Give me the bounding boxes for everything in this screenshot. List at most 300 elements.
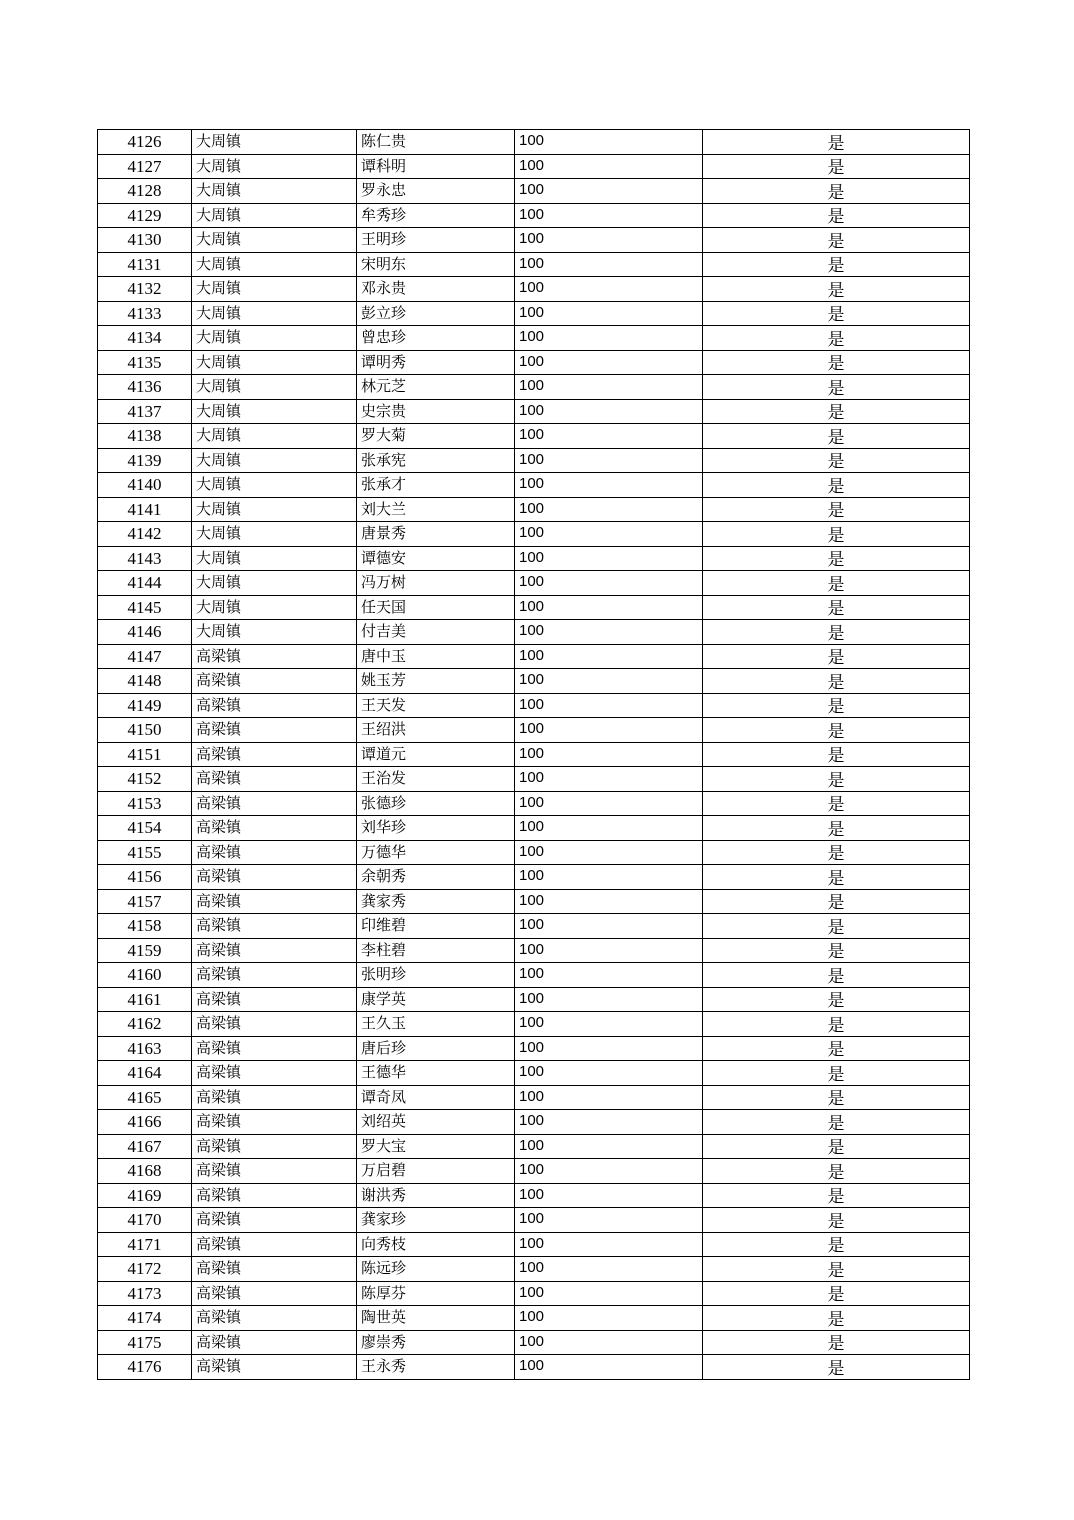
table-row	[98, 1134, 970, 1159]
cell-amount: 100	[515, 1330, 703, 1355]
cell-person-name: 刘大兰	[357, 497, 515, 522]
cell-amount: 100	[515, 963, 703, 988]
cell-serial-number: 4165	[98, 1085, 192, 1110]
cell-town: 大周镇	[192, 277, 357, 302]
cell-serial-number: 4145	[98, 595, 192, 620]
table-row	[98, 154, 970, 179]
cell-flag: 是	[703, 865, 970, 890]
cell-town: 高梁镇	[192, 1110, 357, 1135]
cell-amount: 100	[515, 669, 703, 694]
cell-serial-number: 4158	[98, 914, 192, 939]
cell-town: 大周镇	[192, 546, 357, 571]
cell-flag: 是	[703, 301, 970, 326]
cell-serial-number: 4126	[98, 130, 192, 155]
cell-serial-number: 4128	[98, 179, 192, 204]
cell-flag: 是	[703, 1110, 970, 1135]
cell-serial-number: 4154	[98, 816, 192, 841]
table-row	[98, 1330, 970, 1355]
cell-amount: 100	[515, 791, 703, 816]
cell-town: 高梁镇	[192, 1085, 357, 1110]
cell-town: 大周镇	[192, 179, 357, 204]
cell-person-name: 廖崇秀	[357, 1330, 515, 1355]
cell-serial-number: 4131	[98, 252, 192, 277]
cell-person-name: 王明珍	[357, 228, 515, 253]
cell-serial-number: 4137	[98, 399, 192, 424]
table-row	[98, 130, 970, 155]
cell-town: 高梁镇	[192, 1355, 357, 1380]
cell-flag: 是	[703, 277, 970, 302]
cell-serial-number: 4132	[98, 277, 192, 302]
cell-amount: 100	[515, 1110, 703, 1135]
cell-serial-number: 4134	[98, 326, 192, 351]
cell-person-name: 曾忠珍	[357, 326, 515, 351]
table-row	[98, 424, 970, 449]
table-row	[98, 1085, 970, 1110]
table-row	[98, 1036, 970, 1061]
cell-amount: 100	[515, 1257, 703, 1282]
table-row	[98, 448, 970, 473]
cell-serial-number: 4136	[98, 375, 192, 400]
cell-amount: 100	[515, 130, 703, 155]
cell-amount: 100	[515, 1134, 703, 1159]
cell-flag: 是	[703, 1257, 970, 1282]
table-row	[98, 252, 970, 277]
table-row	[98, 571, 970, 596]
cell-flag: 是	[703, 914, 970, 939]
cell-serial-number: 4143	[98, 546, 192, 571]
cell-flag: 是	[703, 375, 970, 400]
table-row	[98, 228, 970, 253]
cell-flag: 是	[703, 718, 970, 743]
cell-town: 大周镇	[192, 130, 357, 155]
cell-amount: 100	[515, 448, 703, 473]
cell-town: 高梁镇	[192, 963, 357, 988]
cell-person-name: 陈厚芬	[357, 1281, 515, 1306]
cell-serial-number: 4127	[98, 154, 192, 179]
cell-person-name: 任天国	[357, 595, 515, 620]
cell-flag: 是	[703, 669, 970, 694]
cell-flag: 是	[703, 816, 970, 841]
cell-serial-number: 4163	[98, 1036, 192, 1061]
cell-town: 大周镇	[192, 252, 357, 277]
cell-town: 高梁镇	[192, 1306, 357, 1331]
cell-serial-number: 4164	[98, 1061, 192, 1086]
cell-flag: 是	[703, 1281, 970, 1306]
table-body	[98, 130, 970, 1380]
cell-amount: 100	[515, 154, 703, 179]
cell-person-name: 谭道元	[357, 742, 515, 767]
cell-amount: 100	[515, 742, 703, 767]
cell-amount: 100	[515, 620, 703, 645]
cell-flag: 是	[703, 791, 970, 816]
cell-serial-number: 4155	[98, 840, 192, 865]
cell-amount: 100	[515, 693, 703, 718]
cell-serial-number: 4176	[98, 1355, 192, 1380]
cell-serial-number: 4161	[98, 987, 192, 1012]
table-row	[98, 816, 970, 841]
cell-amount: 100	[515, 1085, 703, 1110]
cell-person-name: 谭德安	[357, 546, 515, 571]
cell-town: 高梁镇	[192, 644, 357, 669]
cell-flag: 是	[703, 473, 970, 498]
cell-person-name: 谢洪秀	[357, 1183, 515, 1208]
cell-person-name: 万德华	[357, 840, 515, 865]
cell-person-name: 谭奇凤	[357, 1085, 515, 1110]
cell-flag: 是	[703, 448, 970, 473]
cell-amount: 100	[515, 1012, 703, 1037]
cell-amount: 100	[515, 277, 703, 302]
cell-person-name: 林元芝	[357, 375, 515, 400]
table-row	[98, 522, 970, 547]
table-row	[98, 767, 970, 792]
cell-person-name: 康学英	[357, 987, 515, 1012]
cell-town: 大周镇	[192, 497, 357, 522]
cell-amount: 100	[515, 1281, 703, 1306]
cell-town: 高梁镇	[192, 840, 357, 865]
cell-flag: 是	[703, 693, 970, 718]
cell-town: 高梁镇	[192, 669, 357, 694]
cell-amount: 100	[515, 1159, 703, 1184]
table-row	[98, 669, 970, 694]
cell-flag: 是	[703, 497, 970, 522]
data-table	[97, 129, 970, 1380]
cell-serial-number: 4144	[98, 571, 192, 596]
cell-person-name: 付吉美	[357, 620, 515, 645]
cell-amount: 100	[515, 1036, 703, 1061]
cell-person-name: 张承才	[357, 473, 515, 498]
cell-person-name: 陶世英	[357, 1306, 515, 1331]
cell-flag: 是	[703, 1061, 970, 1086]
cell-amount: 100	[515, 375, 703, 400]
cell-person-name: 刘华珍	[357, 816, 515, 841]
cell-person-name: 王久玉	[357, 1012, 515, 1037]
cell-amount: 100	[515, 497, 703, 522]
cell-flag: 是	[703, 252, 970, 277]
cell-serial-number: 4138	[98, 424, 192, 449]
cell-serial-number: 4135	[98, 350, 192, 375]
cell-town: 大周镇	[192, 326, 357, 351]
cell-town: 高梁镇	[192, 1281, 357, 1306]
cell-person-name: 宋明东	[357, 252, 515, 277]
cell-flag: 是	[703, 742, 970, 767]
cell-town: 高梁镇	[192, 938, 357, 963]
cell-town: 高梁镇	[192, 1012, 357, 1037]
cell-serial-number: 4149	[98, 693, 192, 718]
table-row	[98, 644, 970, 669]
table-row	[98, 693, 970, 718]
cell-person-name: 罗永忠	[357, 179, 515, 204]
cell-serial-number: 4147	[98, 644, 192, 669]
table-row	[98, 620, 970, 645]
cell-flag: 是	[703, 130, 970, 155]
cell-amount: 100	[515, 1232, 703, 1257]
cell-town: 高梁镇	[192, 987, 357, 1012]
cell-serial-number: 4169	[98, 1183, 192, 1208]
cell-serial-number: 4156	[98, 865, 192, 890]
cell-amount: 100	[515, 816, 703, 841]
cell-town: 高梁镇	[192, 1257, 357, 1282]
cell-amount: 100	[515, 889, 703, 914]
cell-amount: 100	[515, 424, 703, 449]
cell-flag: 是	[703, 963, 970, 988]
cell-amount: 100	[515, 326, 703, 351]
cell-amount: 100	[515, 840, 703, 865]
cell-person-name: 牟秀珍	[357, 203, 515, 228]
cell-flag: 是	[703, 1306, 970, 1331]
cell-town: 大周镇	[192, 473, 357, 498]
cell-serial-number: 4130	[98, 228, 192, 253]
cell-amount: 100	[515, 301, 703, 326]
table-row	[98, 889, 970, 914]
cell-serial-number: 4173	[98, 1281, 192, 1306]
cell-person-name: 冯万树	[357, 571, 515, 596]
cell-person-name: 唐后珍	[357, 1036, 515, 1061]
table-row	[98, 203, 970, 228]
cell-flag: 是	[703, 571, 970, 596]
table-row	[98, 1012, 970, 1037]
cell-town: 大周镇	[192, 448, 357, 473]
cell-amount: 100	[515, 1183, 703, 1208]
cell-town: 大周镇	[192, 595, 357, 620]
cell-amount: 100	[515, 1355, 703, 1380]
cell-town: 高梁镇	[192, 767, 357, 792]
cell-amount: 100	[515, 228, 703, 253]
cell-town: 大周镇	[192, 375, 357, 400]
cell-person-name: 印维碧	[357, 914, 515, 939]
table-row	[98, 914, 970, 939]
cell-flag: 是	[703, 203, 970, 228]
cell-flag: 是	[703, 522, 970, 547]
cell-amount: 100	[515, 914, 703, 939]
cell-person-name: 唐景秀	[357, 522, 515, 547]
cell-town: 高梁镇	[192, 889, 357, 914]
cell-serial-number: 4167	[98, 1134, 192, 1159]
cell-flag: 是	[703, 1085, 970, 1110]
cell-person-name: 王治发	[357, 767, 515, 792]
cell-amount: 100	[515, 571, 703, 596]
cell-serial-number: 4175	[98, 1330, 192, 1355]
cell-serial-number: 4170	[98, 1208, 192, 1233]
cell-amount: 100	[515, 252, 703, 277]
table-row	[98, 791, 970, 816]
cell-person-name: 王永秀	[357, 1355, 515, 1380]
cell-amount: 100	[515, 865, 703, 890]
cell-town: 高梁镇	[192, 1183, 357, 1208]
cell-serial-number: 4146	[98, 620, 192, 645]
cell-town: 高梁镇	[192, 1330, 357, 1355]
cell-town: 大周镇	[192, 399, 357, 424]
cell-flag: 是	[703, 1232, 970, 1257]
cell-town: 大周镇	[192, 301, 357, 326]
table-row	[98, 742, 970, 767]
cell-town: 大周镇	[192, 522, 357, 547]
table-row	[98, 375, 970, 400]
cell-town: 大周镇	[192, 228, 357, 253]
cell-serial-number: 4168	[98, 1159, 192, 1184]
cell-flag: 是	[703, 326, 970, 351]
cell-person-name: 张德珍	[357, 791, 515, 816]
cell-town: 大周镇	[192, 620, 357, 645]
cell-serial-number: 4174	[98, 1306, 192, 1331]
cell-person-name: 谭科明	[357, 154, 515, 179]
cell-amount: 100	[515, 399, 703, 424]
cell-person-name: 龚家珍	[357, 1208, 515, 1233]
cell-person-name: 李柱碧	[357, 938, 515, 963]
cell-amount: 100	[515, 767, 703, 792]
cell-serial-number: 4159	[98, 938, 192, 963]
table-row	[98, 963, 970, 988]
cell-serial-number: 4141	[98, 497, 192, 522]
cell-flag: 是	[703, 840, 970, 865]
cell-serial-number: 4153	[98, 791, 192, 816]
cell-serial-number: 4152	[98, 767, 192, 792]
cell-amount: 100	[515, 595, 703, 620]
table-row	[98, 1208, 970, 1233]
table-row	[98, 546, 970, 571]
table-row	[98, 350, 970, 375]
table-row	[98, 1281, 970, 1306]
table-row	[98, 1183, 970, 1208]
cell-serial-number: 4129	[98, 203, 192, 228]
table-row	[98, 1110, 970, 1135]
cell-town: 大周镇	[192, 203, 357, 228]
cell-person-name: 罗大菊	[357, 424, 515, 449]
cell-serial-number: 4142	[98, 522, 192, 547]
cell-flag: 是	[703, 1159, 970, 1184]
cell-person-name: 罗大宝	[357, 1134, 515, 1159]
cell-amount: 100	[515, 718, 703, 743]
cell-flag: 是	[703, 767, 970, 792]
cell-town: 大周镇	[192, 424, 357, 449]
cell-town: 高梁镇	[192, 1208, 357, 1233]
cell-person-name: 王德华	[357, 1061, 515, 1086]
cell-flag: 是	[703, 620, 970, 645]
cell-town: 高梁镇	[192, 816, 357, 841]
cell-amount: 100	[515, 1208, 703, 1233]
cell-flag: 是	[703, 1208, 970, 1233]
table-row	[98, 399, 970, 424]
cell-person-name: 余朝秀	[357, 865, 515, 890]
cell-town: 高梁镇	[192, 1036, 357, 1061]
cell-flag: 是	[703, 399, 970, 424]
table-row	[98, 1159, 970, 1184]
cell-amount: 100	[515, 179, 703, 204]
cell-town: 高梁镇	[192, 791, 357, 816]
cell-flag: 是	[703, 1012, 970, 1037]
cell-serial-number: 4148	[98, 669, 192, 694]
cell-serial-number: 4166	[98, 1110, 192, 1135]
cell-flag: 是	[703, 1355, 970, 1380]
cell-person-name: 彭立珍	[357, 301, 515, 326]
cell-flag: 是	[703, 987, 970, 1012]
table-row	[98, 1257, 970, 1282]
cell-serial-number: 4171	[98, 1232, 192, 1257]
cell-amount: 100	[515, 1061, 703, 1086]
cell-amount: 100	[515, 350, 703, 375]
cell-serial-number: 4162	[98, 1012, 192, 1037]
cell-flag: 是	[703, 1330, 970, 1355]
cell-town: 高梁镇	[192, 693, 357, 718]
cell-flag: 是	[703, 546, 970, 571]
table-row	[98, 1355, 970, 1380]
cell-person-name: 陈仁贵	[357, 130, 515, 155]
cell-serial-number: 4150	[98, 718, 192, 743]
cell-amount: 100	[515, 644, 703, 669]
cell-amount: 100	[515, 938, 703, 963]
cell-serial-number: 4172	[98, 1257, 192, 1282]
cell-town: 高梁镇	[192, 865, 357, 890]
cell-person-name: 谭明秀	[357, 350, 515, 375]
table-row	[98, 277, 970, 302]
cell-person-name: 张承宪	[357, 448, 515, 473]
cell-town: 高梁镇	[192, 742, 357, 767]
table-row	[98, 1306, 970, 1331]
cell-serial-number: 4133	[98, 301, 192, 326]
table-row	[98, 987, 970, 1012]
cell-flag: 是	[703, 228, 970, 253]
cell-person-name: 向秀枝	[357, 1232, 515, 1257]
cell-flag: 是	[703, 179, 970, 204]
cell-person-name: 张明珍	[357, 963, 515, 988]
cell-flag: 是	[703, 889, 970, 914]
table-row	[98, 1061, 970, 1086]
cell-serial-number: 4151	[98, 742, 192, 767]
cell-person-name: 王天发	[357, 693, 515, 718]
table-row	[98, 301, 970, 326]
table-row	[98, 938, 970, 963]
cell-flag: 是	[703, 350, 970, 375]
cell-person-name: 万启碧	[357, 1159, 515, 1184]
table-row	[98, 840, 970, 865]
cell-person-name: 龚家秀	[357, 889, 515, 914]
cell-flag: 是	[703, 938, 970, 963]
cell-amount: 100	[515, 987, 703, 1012]
cell-serial-number: 4139	[98, 448, 192, 473]
cell-person-name: 唐中玉	[357, 644, 515, 669]
cell-person-name: 邓永贵	[357, 277, 515, 302]
table-row	[98, 326, 970, 351]
cell-amount: 100	[515, 473, 703, 498]
table-row	[98, 718, 970, 743]
cell-person-name: 陈远珍	[357, 1257, 515, 1282]
table-row	[98, 1232, 970, 1257]
cell-flag: 是	[703, 424, 970, 449]
cell-town: 大周镇	[192, 571, 357, 596]
cell-person-name: 史宗贵	[357, 399, 515, 424]
table-row	[98, 595, 970, 620]
cell-person-name: 刘绍英	[357, 1110, 515, 1135]
cell-flag: 是	[703, 154, 970, 179]
cell-person-name: 姚玉芳	[357, 669, 515, 694]
cell-town: 大周镇	[192, 154, 357, 179]
table-row	[98, 497, 970, 522]
cell-amount: 100	[515, 546, 703, 571]
cell-flag: 是	[703, 1183, 970, 1208]
table-row	[98, 473, 970, 498]
cell-flag: 是	[703, 1134, 970, 1159]
cell-serial-number: 4140	[98, 473, 192, 498]
cell-serial-number: 4157	[98, 889, 192, 914]
cell-town: 高梁镇	[192, 718, 357, 743]
cell-town: 高梁镇	[192, 1061, 357, 1086]
cell-amount: 100	[515, 522, 703, 547]
cell-town: 高梁镇	[192, 1134, 357, 1159]
cell-amount: 100	[515, 203, 703, 228]
cell-flag: 是	[703, 1036, 970, 1061]
table-row	[98, 179, 970, 204]
cell-amount: 100	[515, 1306, 703, 1331]
cell-person-name: 王绍洪	[357, 718, 515, 743]
